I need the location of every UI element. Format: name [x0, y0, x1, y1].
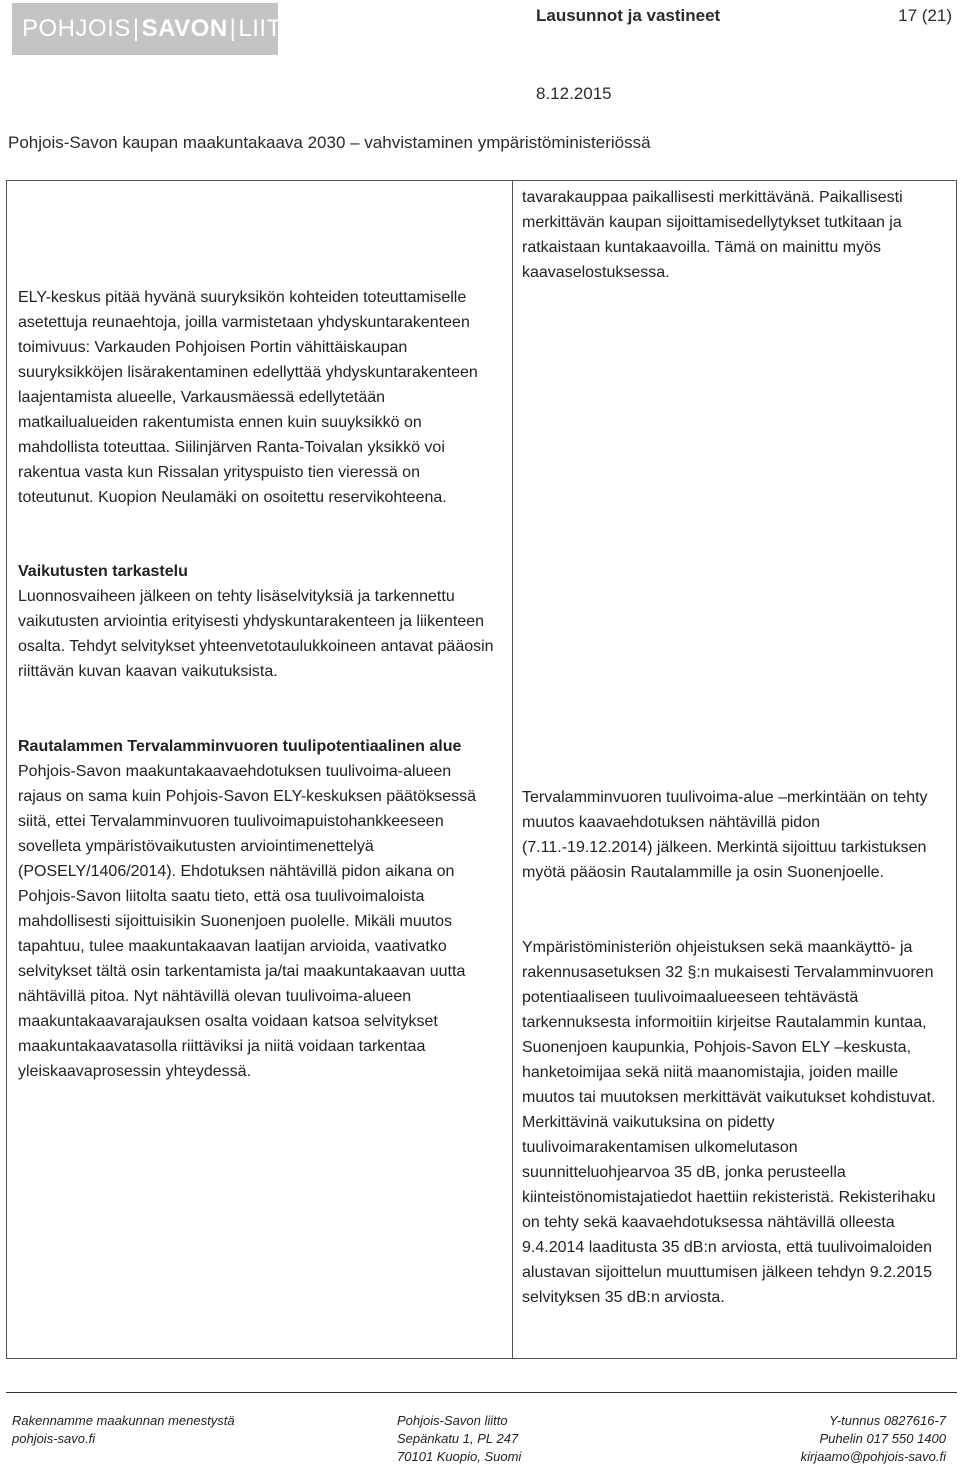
wind-area-paragraph: Pohjois-Savon maakuntakaavaehdotuksen tuulivoima-alueen rajaus on sama kuin Pohjois-Savon ELY-keskuksen päätöksessä siitä, ettei Tervalamminvuoren tuulivoimapuistohankkeeseen sovelleta ympäristövaikutusten arviointimenettelyä (POSELY/1406/2014). Ehdotuksen nähtävillä pidon aikana on Pohjois-Savon liitolta saatu tieto, että osa tuulivoimaloista mahdollisesti sijoittuisikin Suonenjoen puolelle. Mikäli muutos tapahtuu, tulee maakuntakaavan laatijan arvioida, vaativatko selvitykset tältä osin tarkentamista ja/tai maakuntakaavan uutta nähtävillä pitoa. Nyt nähtävillä olevan tuulivoima-alueen maakuntakaavarajauksen osalta voidaan katsoa selvitykset maakuntakaavatasolla riittäviksi ja niitä voidaan tarkentaa yleiskaavaprosessin yhteydessä. [18, 763, 477, 1080]
column-divider [512, 180, 513, 1359]
right-column-block-2 [522, 785, 944, 885]
logo-text-2: SAVON [141, 15, 228, 42]
footer-column-address [397, 1412, 521, 1466]
section-heading-impacts: Vaikutusten tarkastelu [18, 563, 188, 580]
footer-postal-address: 70101 Kuopio, Suomi [397, 1449, 522, 1464]
ely-statement-paragraph: ELY-keskus pitää hyvänä suuryksikön kohteiden toteuttamiselle asetettuja reunaehtoja, joilla varmistetaan yhdyskuntarakenteen toimivuus: Varkauden Pohjoisen Portin vähittäiskaupan suuryksikköjen lisärakentaminen edellyttää yhdyskuntarakenteen laajentamista alueelle, Varkausmäessä edellytetään matkailualueiden rakentumista ennen kuin suuyksikkö on mahdollista toteuttaa. Siilinjärven Ranta-Toivalan yksikkö voi rakentua vasta kun Rissalan yrityspuisto tien vieressä on toteutunut. Kuopion Neulamäki on osoitettu reservikohteena. [18, 289, 478, 506]
logo-text-3: LIITTO [238, 15, 316, 42]
document-title: Pohjois-Savon kaupan maakuntakaava 2030 – vahvistaminen ympäristöministeriössä [8, 133, 651, 152]
logo-text-1: POHJOIS [22, 15, 131, 42]
footer-column-slogan [12, 1412, 235, 1448]
footer-email-link[interactable]: kirjaamo@pohjois-savo.fi [800, 1449, 946, 1464]
right-column-block-3 [522, 935, 946, 1310]
left-column-block-1 [18, 285, 496, 510]
footer-phone: Puhelin 017 550 1400 [819, 1431, 946, 1446]
left-column-block-3 [18, 734, 498, 1084]
right-column-block-1 [522, 185, 942, 285]
logo-separator: | [132, 15, 140, 42]
footer-website-link[interactable]: pohjois-savo.fi [12, 1431, 96, 1446]
footer-slogan: Rakennamme maakunnan menestystä [12, 1413, 235, 1428]
footer-column-contact [801, 1412, 946, 1466]
footer-org-name: Pohjois-Savon liitto [397, 1413, 508, 1428]
header-title: Lausunnot ja vastineet [536, 6, 721, 25]
pohjois-savon-liitto-logo [12, 3, 316, 55]
footer-street-address: Sepänkatu 1, PL 247 [397, 1431, 519, 1446]
logo-separator: | [229, 15, 237, 42]
section-heading-wind-area: Rautalammen Tervalamminvuoren tuulipotentiaalinen alue [18, 738, 462, 755]
footer-divider [6, 1392, 957, 1393]
footer-business-id: Y-tunnus 0827616-7 [829, 1413, 946, 1428]
response-paragraph-3: Ympäristöministeriön ohjeistuksen sekä maankäyttö- ja rakennusasetuksen 32 §:n mukaisesti Tervalamminvuoren potentiaaliseen tuulivoimaalueeseen tehtävästä tarkennuksesta informoitiin kirjeitse Rautalammin kuntaa, Suonenjoen kaupunkia, Pohjois-Savon ELY –keskusta, hanketoimijaa sekä niitä maanomistajia, joiden maille muutos tai muutoksen merkittävät vaikutukset kohdistuvat. Merkittävinä vaikutuksina on pidetty tuulivoimarakentamisen ulkomelutason suunnitteluohjearvoa 35 dB, jonka perusteella kiinteistönomistajatiedot haettiin rekisteristä. Rekisterihaku on tehty sekä kaavaehdotuksessa nähtävillä olleesta 9.4.2014 laaditusta 35 dB:n arviosta, että tuulivoimaloiden alustavan sijoittelun muuttumisen jälkeen tehdyn 9.2.2015 selvityksen 35 dB:n arviosta. [522, 939, 936, 1306]
impacts-paragraph: Luonnosvaiheen jälkeen on tehty lisäselvityksiä ja tarkennettu vaikutusten arviointia erityisesti yhdyskuntarakenteen ja liikenteen osalta. Tehdyt selvitykset yhteenvetotaulukkoineen antavat pääosin riittävän kuvan kaavan vaikutuksista. [18, 588, 494, 680]
page-number: 17 (21) [898, 6, 952, 25]
response-paragraph-2: Tervalamminvuoren tuulivoima-alue –merkintään on tehty muutos kaavaehdotuksen nähtävillä pidon (7.11.-19.12.2014) jälkeen. Merkintä sijoittuu tarkistuksen myötä pääosin Rautalammille ja osin Suonenjoelle. [522, 789, 928, 881]
left-column-block-2 [18, 559, 496, 684]
response-paragraph-1: tavarakauppaa paikallisesti merkittävänä. Paikallisesti merkittävän kaupan sijoittamisedellytykset tutkitaan ja ratkaistaan kuntakaavoilla. Tämä on mainittu myös kaavaselostuksessa. [522, 189, 903, 281]
document-date: 8.12.2015 [536, 84, 612, 103]
